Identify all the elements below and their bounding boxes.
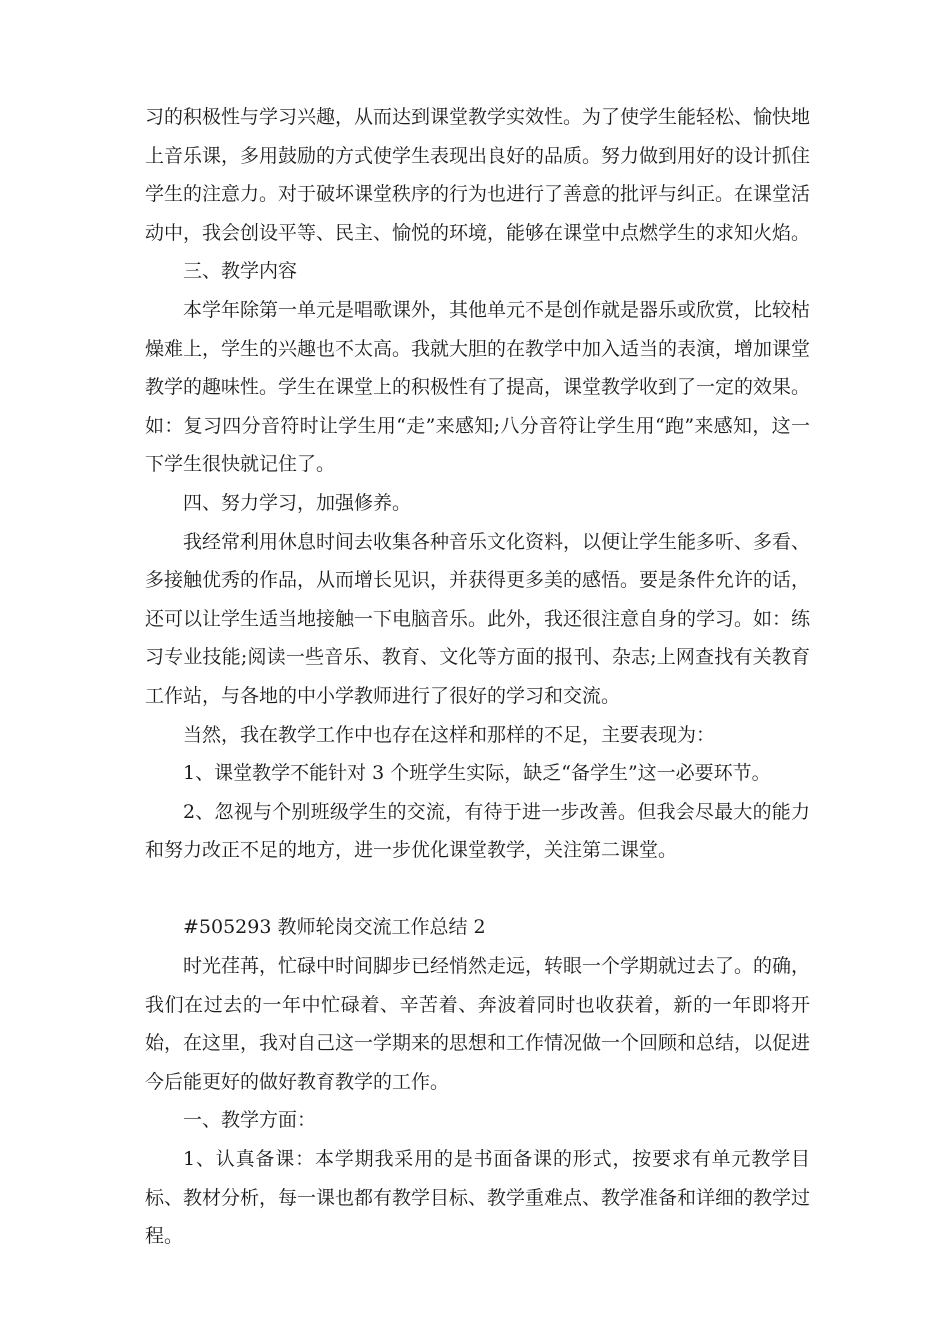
paragraph-shortcoming-2: 2、忽视与个别班级学生的交流，有待于进一步改善。但我会尽最大的能力和努力改正不足的地方，进一步优化课堂教学，关注第二课堂。: [145, 800, 810, 862]
heading-teaching-content: 三、教学内容: [183, 260, 298, 283]
heading-study-cultivation: 四、努力学习，加强修养。: [183, 491, 412, 514]
paragraph-shortcomings-intro: 当然，我在教学工作中也存在这样和那样的不足，主要表现为：: [183, 723, 716, 746]
paragraph-lesson-preparation: 1、认真备课：本学期我采用的是书面备课的形式，按要求有单元教学目标、教材分析，每一课也都有教学目标、教学重难点、教学准备和详细的教学过程。: [145, 1148, 811, 1248]
paragraph-teaching-content: 本学年除第一单元是唱歌课外，其他单元不是创作就是器乐或欣赏，比较枯燥难上，学生的兴趣也不太高。我就大胆的在教学中加入适当的表演，增加课堂教学的趣味性。学生在课堂上的积极性有了提高，课堂教学收到了一定的效果。如：复习四分音符时让学生用“走”来感知;八分音符让学生用“跑”来感知，这一下学生很快就记住了。: [145, 298, 811, 476]
paragraph-learning-interest: 习的积极性与学习兴趣，从而达到课堂教学实效性。为了使学生能轻松、愉快地上音乐课，多用鼓励的方式使学生表现出良好的品质。努力做到用好的设计抓住学生的注意力。对于破坏课堂秩序的行为也进行了善意的批评与纠正。在课堂活动中，我会创设平等、民主、愉悦的环境，能够在课堂中点燃学生的求知火焰。: [145, 106, 811, 244]
paragraph-shortcoming-1: 1、课堂教学不能针对 3 个班学生实际，缺乏“备学生”这一必要环节。: [183, 762, 771, 785]
section-title: #505293 教师轮岗交流工作总结 2: [183, 916, 486, 939]
heading-teaching-aspect: 一、教学方面：: [183, 1109, 317, 1132]
document-body: [145, 98, 810, 1256]
paragraph-study-cultivation: 我经常利用休息时间去收集各种音乐文化资料，以便让学生能多听、多看、多接触优秀的作品，从而增长见识，并获得更多美的感悟。要是条件允许的话，还可以让学生适当地接触一下电脑音乐。此外，我还很注意自身的学习。如：练习专业技能;阅读一些音乐、教育、文化等方面的报刊、杂志;上网查找有关教育工作站，与各地的中小学教师进行了很好的学习和交流。: [145, 530, 811, 707]
section-spacer: [145, 870, 810, 909]
paragraph-semester-intro: 时光荏苒，忙碌中时间脚步已经悄然走远，转眼一个学期就过去了。的确，我们在过去的一年中忙碌着、辛苦着、奔波着同时也收获着，新的一年即将开始，在这里，我对自己这一学期来的思想和工作情况做一个回顾和总结，以促进今后能更好的做好教育教学的工作。: [145, 955, 811, 1093]
